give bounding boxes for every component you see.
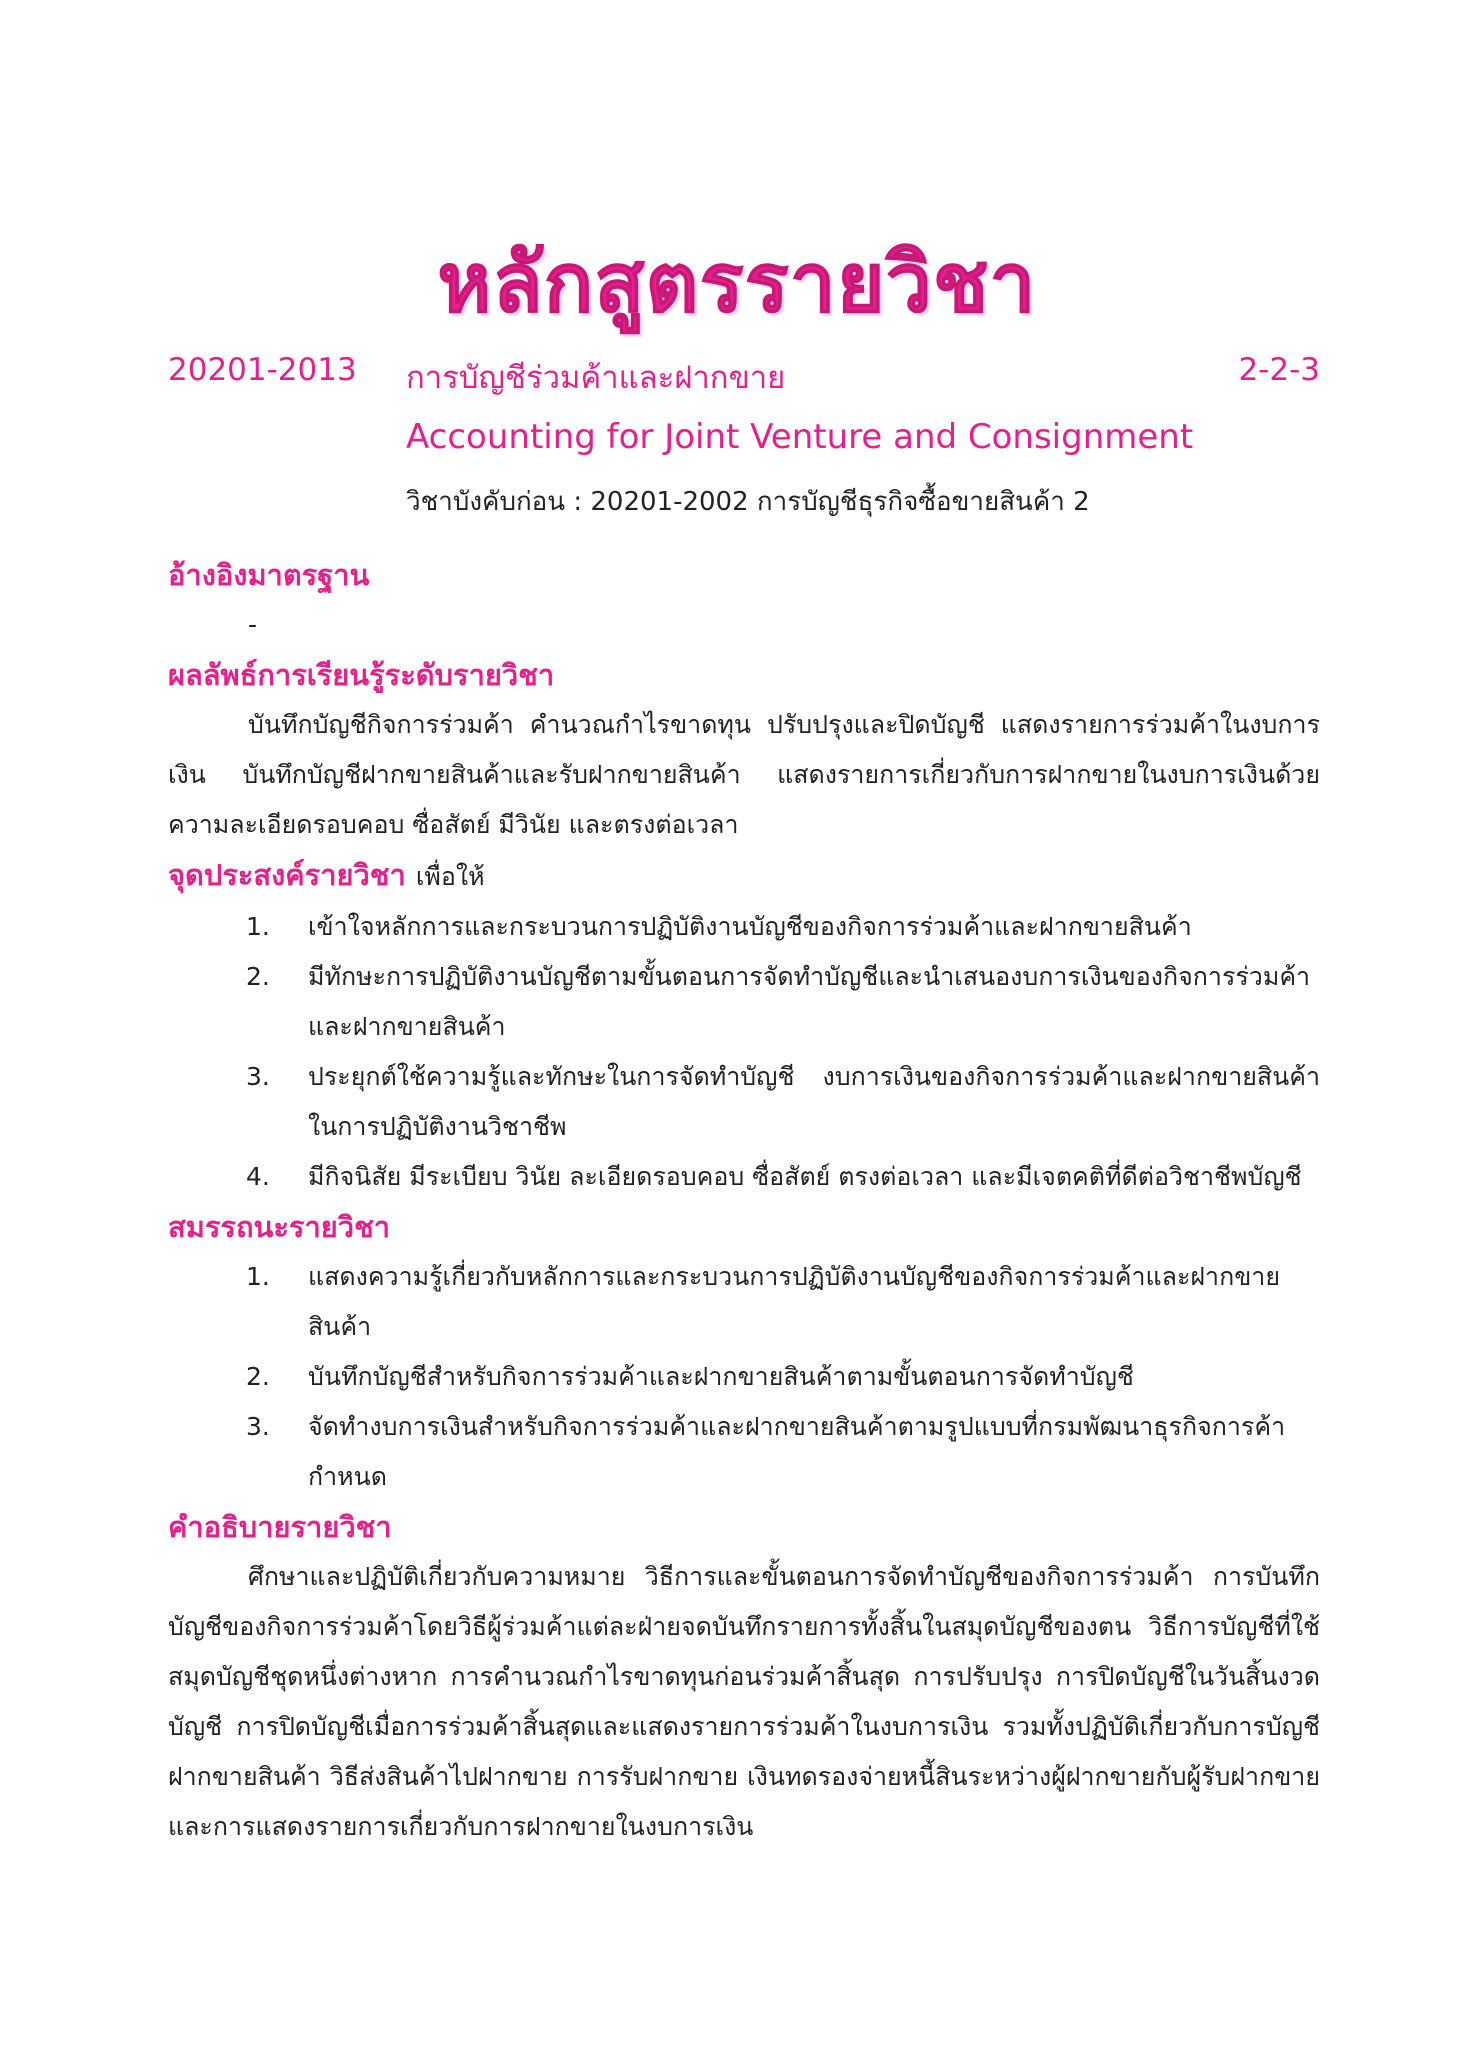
list-item-number: 3.: [246, 1412, 270, 1441]
prerequisite-value: 20201-2002 การบัญชีธุรกิจซื้อขายสินค้า 2: [590, 487, 1090, 517]
course-name-thai: การบัญชีร่วมค้าและฝากขาย: [406, 360, 786, 396]
list-item: [168, 902, 1320, 952]
list-item-text: เข้าใจหลักการและกระบวนการปฏิบัติงานบัญชีของกิจการร่วมค้าและฝากขายสินค้า: [308, 912, 1192, 941]
list-item-text: มีกิจนิสัย มีระเบียบ วินัย ละเอียดรอบคอบ ซื่อสัตย์ ตรงต่อเวลา และมีเจตคติที่ดีต่อวิชาชีพบัญชี: [308, 1162, 1302, 1191]
prerequisite-label: วิชาบังคับก่อน :: [406, 487, 583, 517]
course-content: [168, 550, 1320, 1852]
description-heading: คำอธิบายรายวิชา: [168, 1510, 392, 1544]
learning-outcome-heading: ผลลัพธ์การเรียนรู้ระดับรายวิชา: [168, 658, 555, 692]
list-item: [168, 1352, 1320, 1402]
list-item: [168, 1252, 1320, 1352]
list-item-number: 4.: [246, 1162, 270, 1191]
page-title: หลักสูตรรายวิชา: [437, 236, 1037, 331]
list-item: [168, 1152, 1320, 1202]
list-item-text: แสดงความรู้เกี่ยวกับหลักการและกระบวนการปฏิบัติงานบัญชีของกิจการร่วมค้าและฝากขายสินค้า: [308, 1262, 1280, 1341]
list-item-number: 1.: [246, 1262, 270, 1291]
objectives-heading: [168, 850, 1320, 902]
course-code: 20201-2013: [168, 352, 357, 388]
list-item-number: 2.: [246, 962, 270, 991]
list-item-text: มีทักษะการปฏิบัติงานบัญชีตามขั้นตอนการจัดทำบัญชีและนำเสนองบการเงินของกิจการร่วมค้าและฝากขายสินค้า: [308, 962, 1311, 1041]
list-item-text: จัดทำงบการเงินสำหรับกิจการร่วมค้าและฝากขายสินค้าตามรูปแบบที่กรมพัฒนาธุรกิจการค้ากำหนด: [308, 1412, 1286, 1491]
competencies-heading: สมรรถนะรายวิชา: [168, 1210, 391, 1244]
list-item-text: ประยุกต์ใช้ความรู้และทักษะในการจัดทำบัญชี งบการเงินของกิจการร่วมค้าและฝากขายสินค้า ในการปฏิบัติงานวิชาชีพ: [308, 1062, 1320, 1141]
competencies-list: [168, 1252, 1320, 1502]
list-item: [168, 952, 1320, 1052]
list-item-number: 1.: [246, 912, 270, 941]
prerequisite: [406, 481, 1090, 522]
objectives-heading-suffix: เพื่อให้: [415, 862, 485, 891]
description-text: ศึกษาและปฏิบัติเกี่ยวกับความหมาย วิธีการและขั้นตอนการจัดทำบัญชีของกิจการร่วมค้า การบันทึกบัญชีของกิจการร่วมค้าโดยวิธีผู้ร่วมค้าแต่ละฝ่ายจดบันทึกรายการทั้งสิ้นในสมุดบัญชีของตน วิธีการบัญชีที่ใช้สมุดบัญชีชุดหนึ่งต่างหาก การคำนวณกำไรขาดทุนก่อนร่วมค้าสิ้นสุด การปรับปรุง การปิดบัญชีในวันสิ้นงวดบัญชี การปิดบัญชีเมื่อการร่วมค้าสิ้นสุดและแสดงรายการร่วมค้าในงบการเงิน รวมทั้งปฏิบัติเกี่ยวกับการบัญชีฝากขายสินค้า วิธีส่งสินค้าไปฝากขาย การรับฝากขาย เงินทดรองจ่ายหนี้สินระหว่างผู้ฝากขายกับผู้รับฝากขาย และการแสดงรายการเกี่ยวกับการฝากขายในงบการเงิน: [168, 1562, 1320, 1841]
list-item-text: บันทึกบัญชีสำหรับกิจการร่วมค้าและฝากขายสินค้าตามขั้นตอนการจัดทำบัญชี: [308, 1362, 1134, 1391]
reference-standard-value: -: [248, 610, 258, 639]
objectives-list: [168, 902, 1320, 1202]
course-name-english: Accounting for Joint Venture and Consignment: [406, 417, 1194, 457]
reference-standard-heading: อ้างอิงมาตรฐาน: [168, 558, 370, 592]
course-header: [168, 352, 1320, 396]
course-credits: 2-2-3: [1238, 352, 1320, 388]
list-item-number: 3.: [246, 1062, 270, 1091]
list-item-number: 2.: [246, 1362, 270, 1391]
objectives-heading-label: จุดประสงค์รายวิชา: [168, 858, 406, 892]
list-item: [168, 1402, 1320, 1502]
learning-outcome-text: บันทึกบัญชีกิจการร่วมค้า คำนวณกำไรขาดทุน ปรับปรุงและปิดบัญชี แสดงรายการร่วมค้าในงบการเงิน บันทึกบัญชีฝากขายสินค้าและรับฝากขายสินค้า แสดงรายการเกี่ยวกับการฝากขายในงบการเงินด้วยความละเอียดรอบคอบ ซื่อสัตย์ มีวินัย และตรงต่อเวลา: [168, 710, 1320, 839]
list-item: [168, 1052, 1320, 1152]
